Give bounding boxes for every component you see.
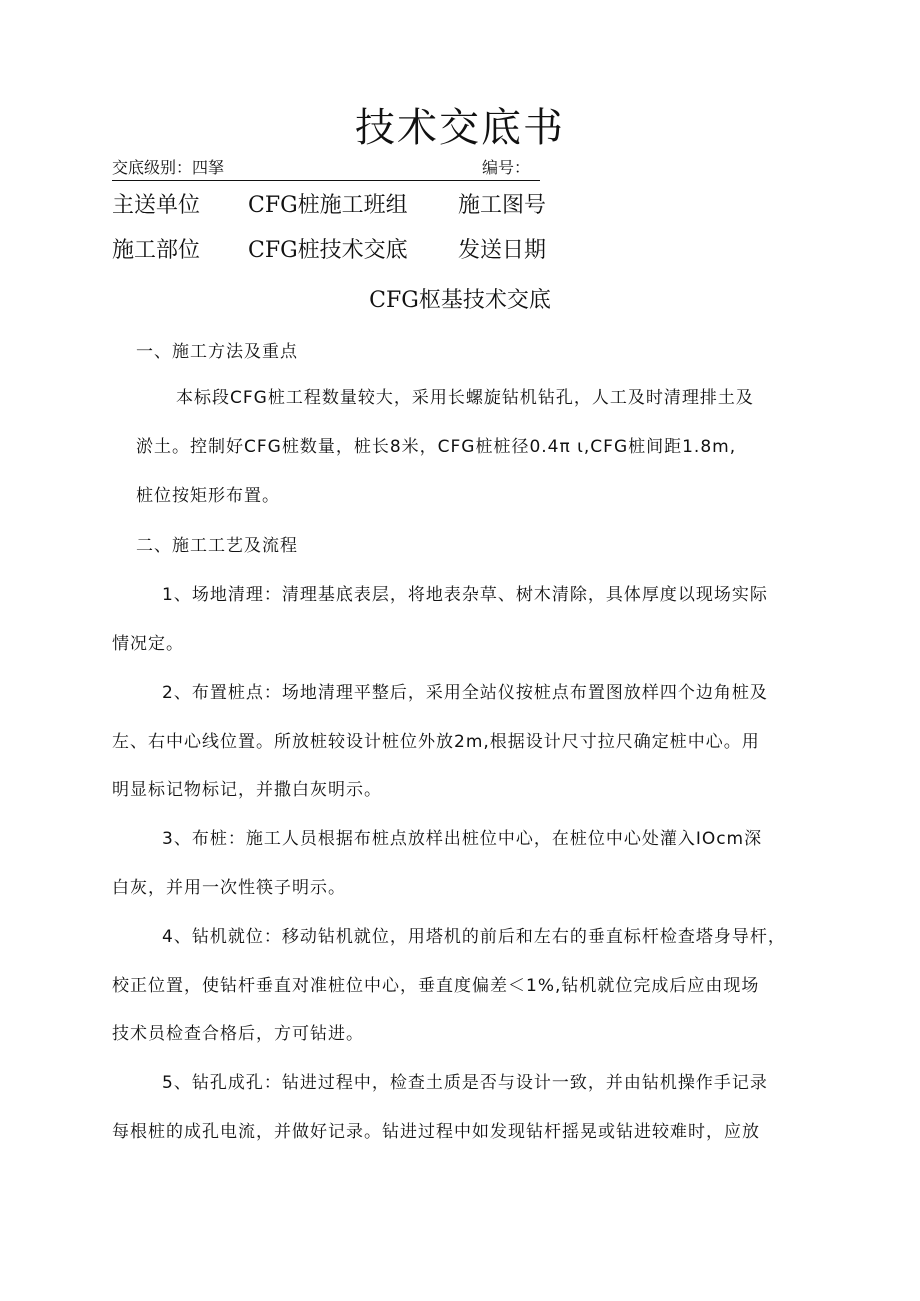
send-date-label: 发送日期: [458, 238, 547, 263]
paragraph-line: 情况定。: [112, 634, 184, 654]
document-subtitle: CFG枢基技术交底: [369, 288, 551, 313]
paragraph-line: 白灰，并用一次性筷子明示。: [112, 878, 346, 898]
paragraph-line: 校正位置，使钻杆垂直对准桩位中心，垂直度偏差＜1%,钻机就位完成后应由现场: [112, 976, 760, 996]
paragraph-line: 淤土。控制好CFG桩数量，桩长8米，CFG桩桩径0.4π ι,CFG桩间距1.8m,: [136, 437, 737, 457]
recipient-value: CFG桩施工班组: [248, 193, 408, 218]
section-heading-1: 一、施工方法及重点: [136, 342, 298, 362]
paragraph-line: 明显标记物标记，并撒白灰明示。: [112, 780, 382, 800]
paragraph-line: 本标段CFG桩工程数量较大，采用长螺旋钻机钻孔，人工及时清理排土及: [176, 388, 754, 408]
location-label: 施工部位: [112, 238, 201, 263]
paragraph-line: 技术员检查合格后，方可钻进。: [112, 1024, 364, 1044]
drawing-number-label: 施工图号: [458, 193, 547, 218]
location-value: CFG桩技术交底: [248, 238, 408, 263]
paragraph-line: 左、右中心线位置。所放桩较设计桩位外放2m,根据设计尺寸拉尺确定桩中心。用: [112, 732, 760, 752]
paragraph-line: 3、布桩：施工人员根据布桩点放样出桩位中心，在桩位中心处灌入IOcm深: [162, 829, 763, 849]
paragraph-line: 4、钻机就位：移动钻机就位，用塔机的前后和左右的垂直标杆检查塔身导杆，: [162, 927, 786, 947]
paragraph-line: 1、场地清理：清理基底表层，将地表杂草、树木清除，具体厚度以现场实际: [162, 585, 768, 605]
paragraph-line: 每根桩的成孔电流，并做好记录。钻进过程中如发现钻杆摇晃或钻进较难时，应放: [112, 1122, 760, 1142]
paragraph-line: 2、布置桩点：场地清理平整后，采用全站仪按桩点布置图放样四个边角桩及: [162, 683, 768, 703]
section-heading-2: 二、施工工艺及流程: [136, 536, 298, 556]
paragraph-line: 桩位按矩形布置。: [136, 486, 280, 506]
grade-label: 交底级别：四拏: [112, 158, 225, 177]
recipient-label: 主送单位: [112, 193, 201, 218]
paragraph-line: 5、钻孔成孔：钻进过程中，检查土质是否与设计一致，并由钻机操作手记录: [162, 1073, 768, 1093]
number-label: 编号：: [482, 158, 531, 177]
meta-line: [112, 156, 540, 181]
document-title: 技术交底书: [355, 105, 565, 151]
